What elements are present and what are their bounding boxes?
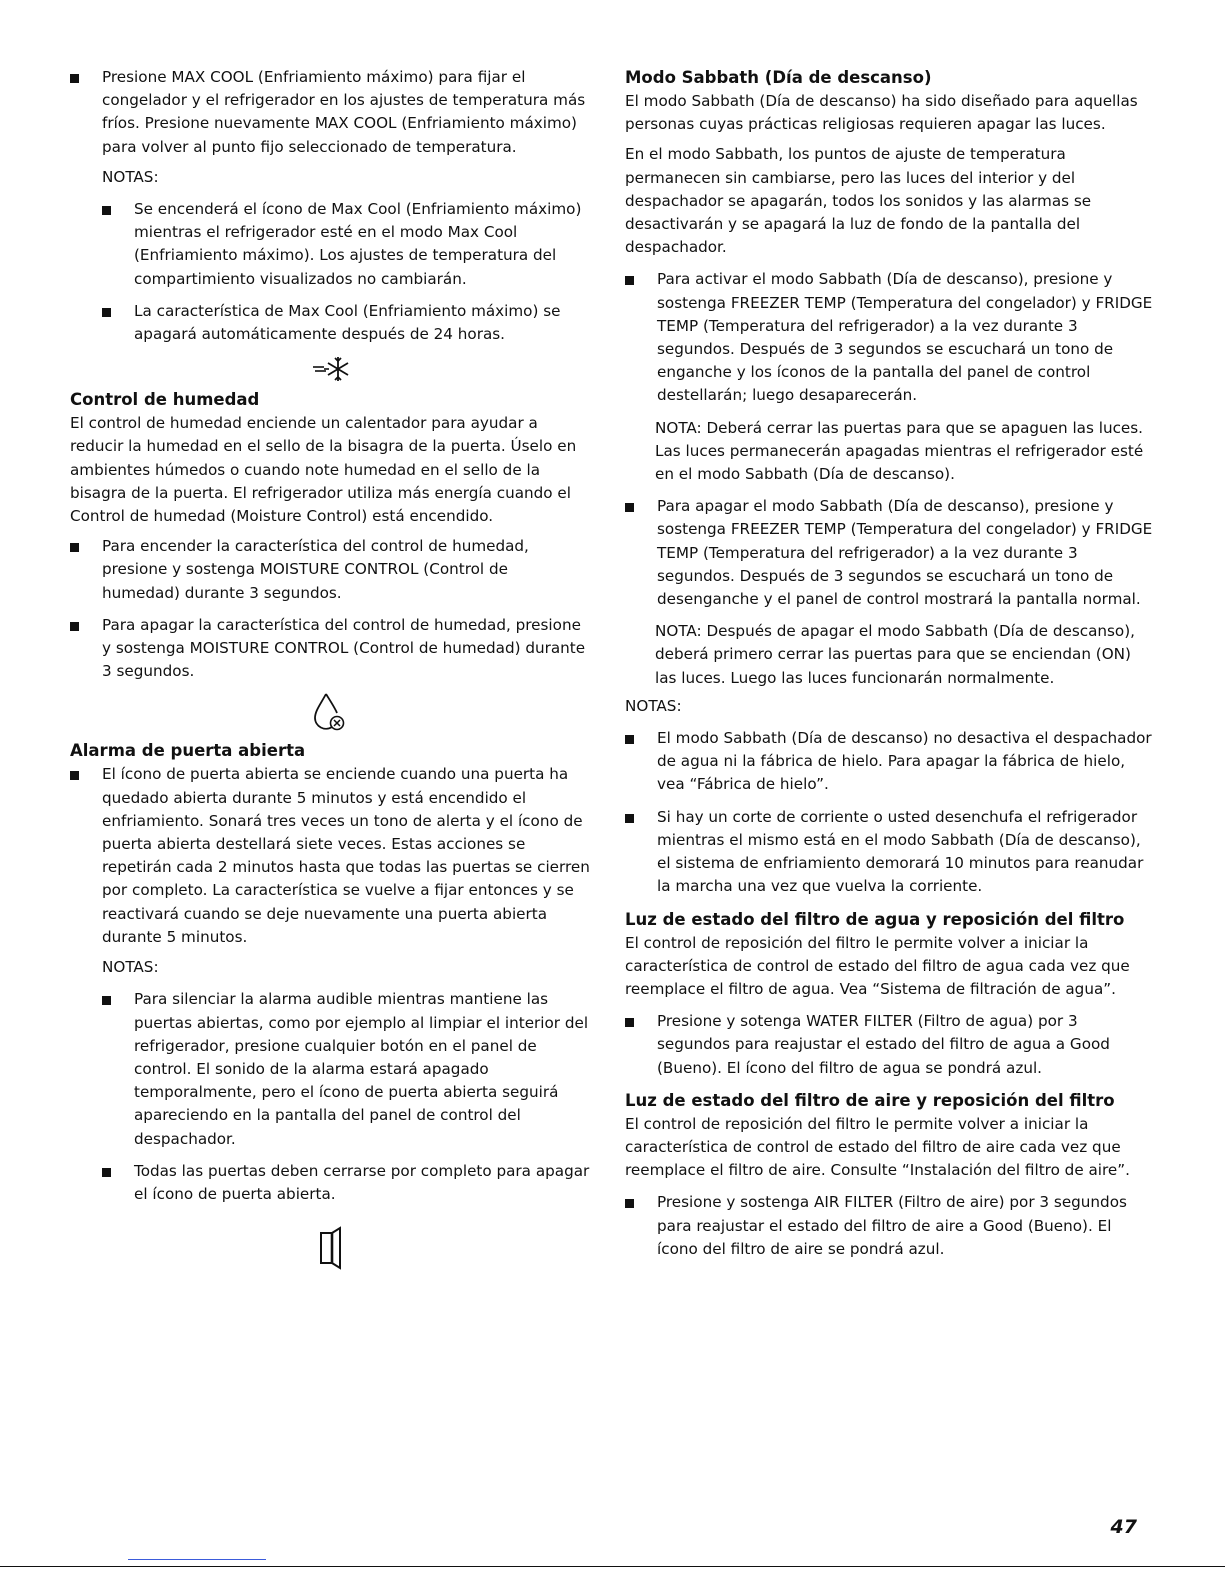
air-filter-heading: Luz de estado del filtro de aire y reposición del filtro	[625, 1090, 1115, 1110]
sabbath-heading: Modo Sabbath (Día de descanso)	[625, 68, 932, 87]
humidity-bullet-2: Para apagar la característica del control de humedad, presione y sostenga MOISTURE CONTROL (Control de humedad) durante 3 segundos.	[70, 614, 590, 684]
max-cool-icon	[70, 354, 590, 384]
sabbath-bullet-1: Para activar el modo Sabbath (Día de descanso), presione y sostenga FREEZER TEMP (Temperatura del congelador) y FRIDGE TEMP (Temperatura del refrigerador) a la vez durante 3 segundos. Después de 3 segundos se escuchará un tono de enganche y los íconos de la pantalla del panel de control destellarán; luego desaparecerán.	[625, 268, 1155, 407]
sabbath-notes-1: El modo Sabbath (Día de descanso) no desactiva el despachador de agua ni la fábrica de hielo. Para apagar la fábrica de hielo, vea “Fábrica de hielo”.	[625, 727, 1155, 797]
door-note-2: Todas las puertas deben cerrarse por completo para apagar el ícono de puerta abierta.	[102, 1160, 590, 1206]
sabbath-paragraph-2: En el modo Sabbath, los puntos de ajuste de temperatura permanecen sin cambiarse, pero las luces del interior y del despachador se apagarán, todos los sonidos y las alarmas se desactivarán y se apagará la luz de fondo de la pantalla del despachador.	[625, 145, 1092, 257]
moisture-control-icon	[70, 691, 590, 733]
door-alarm-heading: Alarma de puerta abierta	[70, 741, 306, 761]
maxcool-note-1: Se encenderá el ícono de Max Cool (Enfriamiento máximo) mientras el refrigerador esté en el modo Max Cool (Enfriamiento máximo). Los ajustes de temperatura del compartimiento visualizados no cambiarán.	[102, 198, 590, 291]
humidity-bullet-1: Para encender la característica del control de humedad, presione y sostenga MOISTURE CONTROL (Control de humedad) durante 3 segundos.	[70, 535, 590, 605]
sabbath-note-1	[655, 417, 1155, 487]
page-bottom-rule	[0, 1566, 1225, 1567]
door-alarm-bullet: El ícono de puerta abierta se enciende cuando una puerta ha quedado abierta durante 5 minutos y está encendido el enfriamiento. Sonará tres veces un tono de alerta y el ícono de puerta abierta destellará siete veces. Estas acciones se repetirán cada 2 minutos hasta que todas las puertas se cierren por completo. La característica se vuelve a fijar entonces y se reactivará cuando se deje nuevamente una puerta abierta durante 5 minutos.	[70, 763, 590, 949]
water-filter-heading: Luz de estado del filtro de agua y reposición del filtro	[625, 909, 1125, 929]
water-filter-paragraph: El control de reposición del filtro le permite volver a iniciar la característica de control de estado del filtro de agua cada vez que reemplace el filtro de agua. Vea “Sistema de filtración de agua”.	[625, 933, 1130, 998]
notes-label: NOTAS:	[102, 167, 159, 186]
right-column	[625, 66, 1155, 1261]
notes-label: NOTAS:	[102, 958, 159, 977]
sabbath-bullet-2: Para apagar el modo Sabbath (Día de descanso), presione y sostenga FREEZER TEMP (Temperatura del congelador) y FRIDGE TEMP (Temperatura del refrigerador) a la vez durante 3 segundos. Después de 3 segundos se escuchará un tono de desenganche y el panel de control mostrará la pantalla normal.	[625, 495, 1155, 611]
note-label: NOTA:	[655, 418, 702, 437]
page-number: 47	[1110, 1516, 1137, 1538]
maxcool-note-2: La característica de Max Cool (Enfriamiento máximo) se apagará automáticamente después de 24 horas.	[102, 300, 590, 346]
humidity-paragraph: El control de humedad enciende un calentador para ayudar a reducir la humedad en el sello de la bisagra de la puerta. Úselo en ambientes húmedos o cuando note humedad en el sello de la bisagra de la puerta. El refrigerador utiliza más energía cuando el Control de humedad (Moisture Control) está encendido.	[70, 414, 577, 526]
door-alarm-notes	[102, 956, 590, 1206]
air-filter-paragraph: El control de reposición del filtro le permite volver a iniciar la característica de control de estado del filtro de aire cada vez que reemplace el filtro de aire. Consulte “Instalación del filtro de aire”.	[625, 1114, 1130, 1180]
maxcool-notes	[102, 166, 590, 346]
left-column	[70, 66, 590, 1272]
door-open-icon	[70, 1226, 590, 1272]
air-filter-bullet: Presione y sostenga AIR FILTER (Filtro de aire) por 3 segundos para reajustar el estado del filtro de aire a Good (Bueno). El ícono del filtro de aire se pondrá azul.	[625, 1191, 1155, 1261]
sabbath-notes-2: Si hay un corte de corriente o usted desenchufa el refrigerador mientras el mismo está en el modo Sabbath (Día de descanso), el sistema de enfriamiento demorará 10 minutos para reanudar la marcha una vez que vuelva la corriente.	[625, 806, 1155, 899]
note-text: Después de apagar el modo Sabbath (Día de descanso), deberá primero cerrar las puertas para que se enciendan (ON) las luces. Luego las luces funcionarán normalmente.	[655, 622, 1135, 687]
water-filter-bullet: Presione y sotenga WATER FILTER (Filtro de agua) por 3 segundos para reajustar el estado del filtro de agua a Good (Bueno). El ícono del filtro de agua se pondrá azul.	[625, 1010, 1155, 1080]
note-text: Deberá cerrar las puertas para que se apaguen las luces. Las luces permanecerán apagadas mientras el refrigerador esté en el modo Sabbath (Día de descanso).	[655, 418, 1144, 484]
humidity-heading: Control de humedad	[70, 390, 260, 410]
footer-link-underline	[128, 1559, 266, 1560]
sabbath-paragraph-1: El modo Sabbath (Día de descanso) ha sido diseñado para aquellas personas cuyas prácticas religiosas requieren apagar las luces.	[625, 92, 1138, 134]
maxcool-bullet: Presione MAX COOL (Enfriamiento máximo) para fijar el congelador y el refrigerador en los ajustes de temperatura más fríos. Presione nuevamente MAX COOL (Enfriamiento máximo) para volver al punto fijo seleccionado de temperatura.	[70, 66, 590, 159]
door-note-1: Para silenciar la alarma audible mientras mantiene las puertas abiertas, como por ejemplo al limpiar el interior del refrigerador, presione cualquier botón en el panel de control. El sonido de la alarma estará apagado temporalmente, pero el ícono de puerta abierta seguirá apareciendo en la pantalla del panel de control del despachador.	[102, 988, 590, 1150]
note-label: NOTA:	[655, 622, 702, 641]
sabbath-note-2	[655, 620, 1155, 690]
sabbath-notes-label: NOTAS:	[625, 696, 682, 715]
